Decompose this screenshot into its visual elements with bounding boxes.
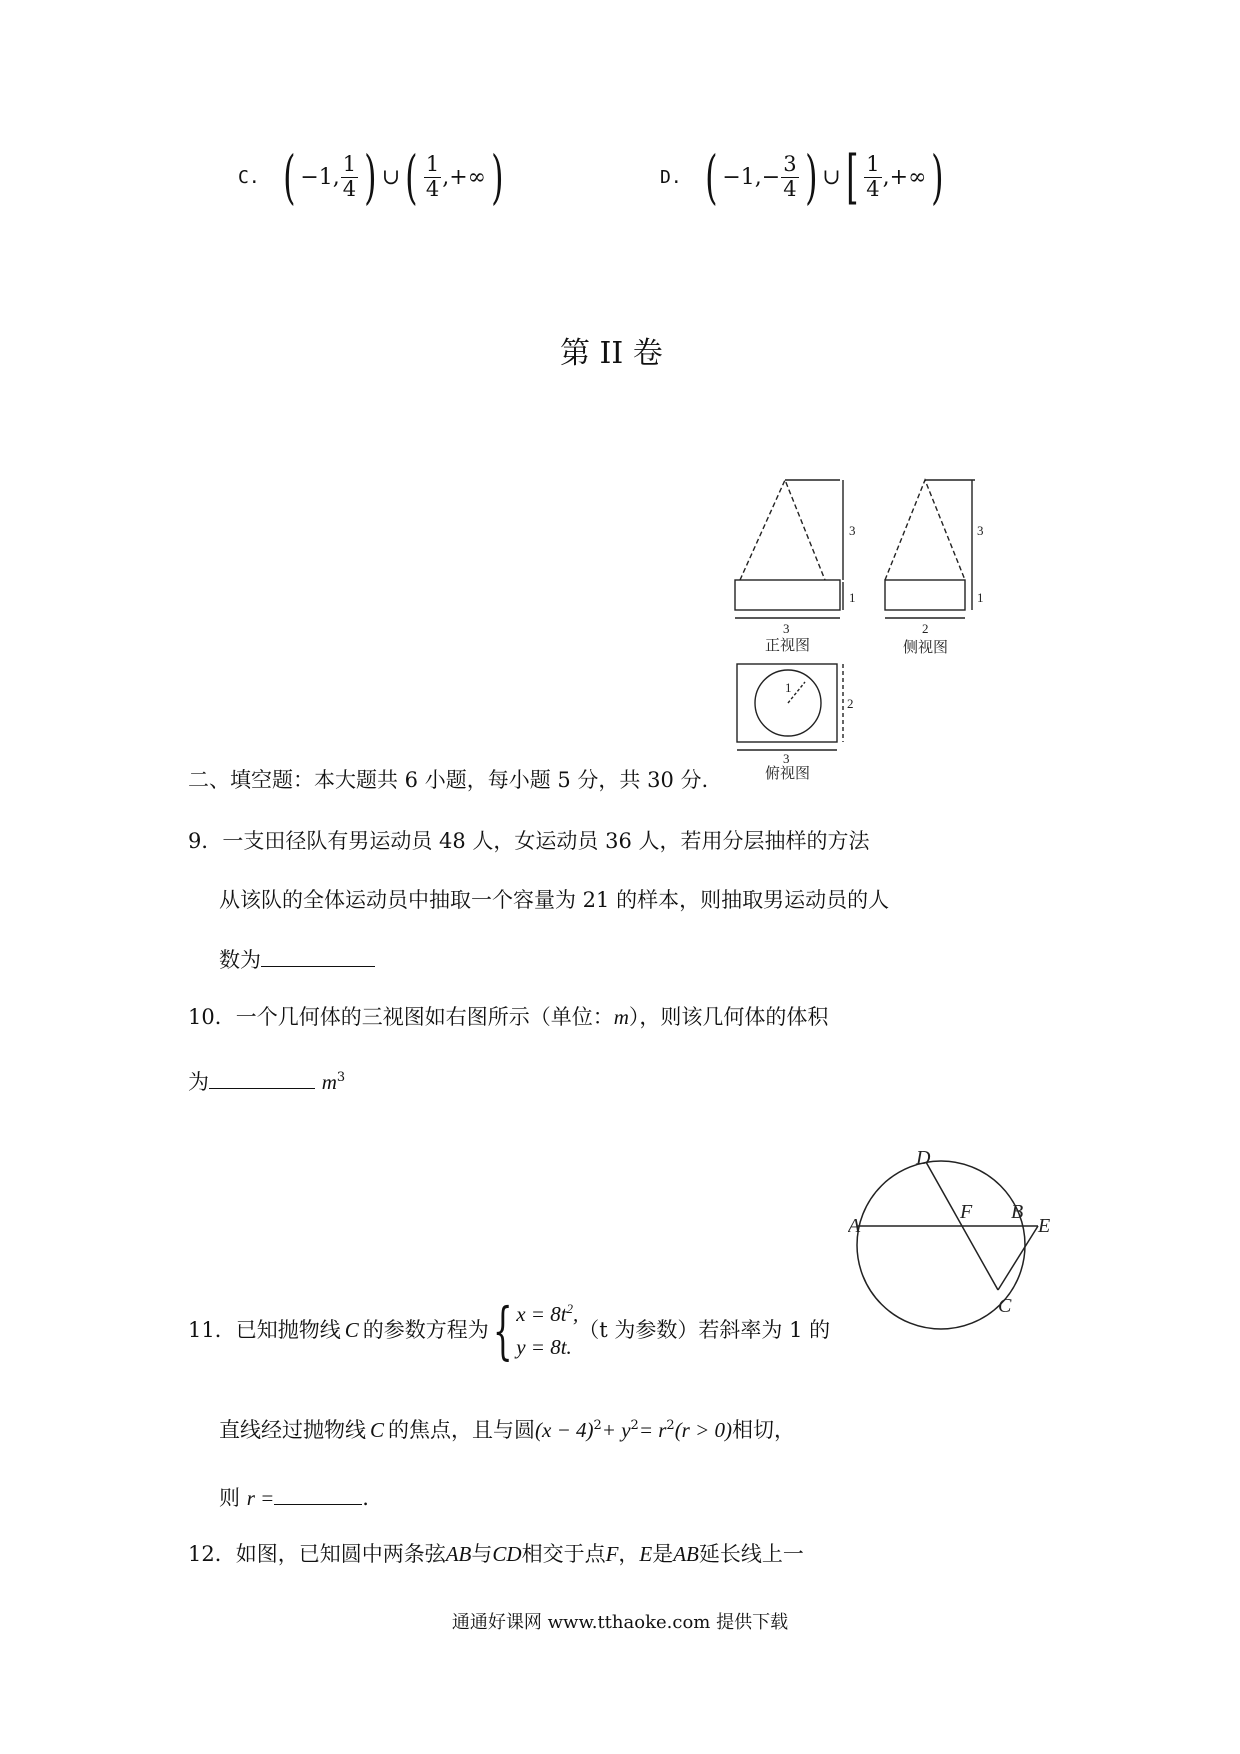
option-d-frac1: $\frac{3}{4}$	[783, 152, 797, 201]
option-d	[660, 143, 949, 211]
top-radius-label: 1	[785, 680, 792, 695]
answer-blank[interactable]	[274, 1484, 362, 1505]
option-c-frac2: $\frac{1}{4}$	[425, 152, 440, 201]
side-base-label: 1	[977, 590, 984, 605]
option-c-a: −1,	[300, 164, 340, 190]
q9-line3: 数为	[219, 946, 375, 973]
option-c-frac1: $\frac{1}{4}$	[342, 152, 357, 201]
front-width-label: 3	[783, 621, 790, 636]
q10-line1: 10．一个几何体的三视图如右图所示（单位：m），则该几何体的体积	[188, 1005, 829, 1029]
front-triangle	[740, 480, 825, 580]
point-b-label: B	[1011, 1201, 1024, 1223]
point-c-label: C	[998, 1295, 1012, 1317]
q10-line2: 为 $m^3$	[188, 1070, 346, 1094]
top-view-label: 俯视图	[765, 766, 811, 782]
answer-blank[interactable]	[261, 946, 375, 967]
point-a-label: A	[848, 1215, 861, 1237]
front-rect	[735, 580, 840, 610]
fill-in-header: 二、填空题：本大题共 6 小题，每小题 5 分，共 30 分.	[188, 768, 709, 792]
option-d-cup: ∪	[822, 164, 841, 190]
right-paren: )	[364, 143, 377, 211]
page-footer: 通通好课网 www.tthaoke.com 提供下载	[451, 1612, 789, 1633]
circle-figure	[848, 1150, 1058, 1340]
front-height-label: 3	[849, 523, 856, 538]
option-d-a: −1,−	[722, 164, 781, 190]
three-view-figure	[725, 470, 995, 790]
option-c-tail: ,+∞	[442, 164, 486, 190]
side-view-label: 侧视图	[903, 640, 949, 656]
brace: {	[492, 1293, 513, 1367]
q9-line2: 从该队的全体运动员中抽取一个容量为 21 的样本，则抽取男运动员的人	[219, 888, 890, 912]
q11-line2: 直线经过抛物线 C 的焦点，且与圆$(x - 4)^2+ y^2= r^2(r > 0)$相切，	[219, 1418, 796, 1442]
option-c-label: C.	[238, 166, 260, 188]
front-view-label: 正视图	[765, 638, 811, 654]
side-triangle	[885, 480, 965, 580]
option-d-label: D.	[660, 166, 682, 188]
option-c	[238, 143, 509, 211]
section-title: 第 II 卷	[560, 336, 663, 371]
right-paren: )	[491, 143, 504, 211]
right-paren: )	[931, 143, 944, 211]
q11-line3: 则 r = .	[219, 1486, 369, 1510]
option-d-tail: ,+∞	[882, 164, 927, 190]
point-d-label: D	[916, 1150, 931, 1169]
left-bracket: [	[845, 143, 859, 211]
param-equations: $x = 8t^2$, y = 8t.	[516, 1301, 579, 1359]
top-width-label: 3	[783, 751, 790, 766]
q11-line1: 11．已知抛物线 C 的参数方程为 { $x = 8t^2$, y = 8t. （t 为参数）若斜率为 1 的	[188, 1293, 831, 1367]
side-width-label: 2	[922, 621, 929, 636]
answer-blank[interactable]	[209, 1068, 315, 1089]
top-depth-label: 2	[847, 696, 854, 711]
top-rect	[737, 664, 837, 742]
side-rect	[885, 580, 965, 610]
q12-line1: 12．如图，已知圆中两条弦AB与CD相交于点F，E是AB延长线上一	[188, 1542, 804, 1566]
front-base-label: 1	[849, 590, 856, 605]
left-paren: (	[704, 143, 718, 211]
left-paren: (	[405, 143, 418, 211]
right-paren: )	[804, 143, 818, 211]
option-c-cup: ∪	[381, 164, 401, 190]
left-paren: (	[282, 143, 296, 211]
side-height-label: 3	[977, 523, 984, 538]
point-f-label: F	[960, 1201, 973, 1223]
q9-line1: 9．一支田径队有男运动员 48 人，女运动员 36 人，若用分层抽样的方法	[188, 829, 870, 853]
point-e-label: E	[1038, 1215, 1051, 1237]
option-d-frac2: $\frac{1}{4}$	[866, 152, 880, 201]
